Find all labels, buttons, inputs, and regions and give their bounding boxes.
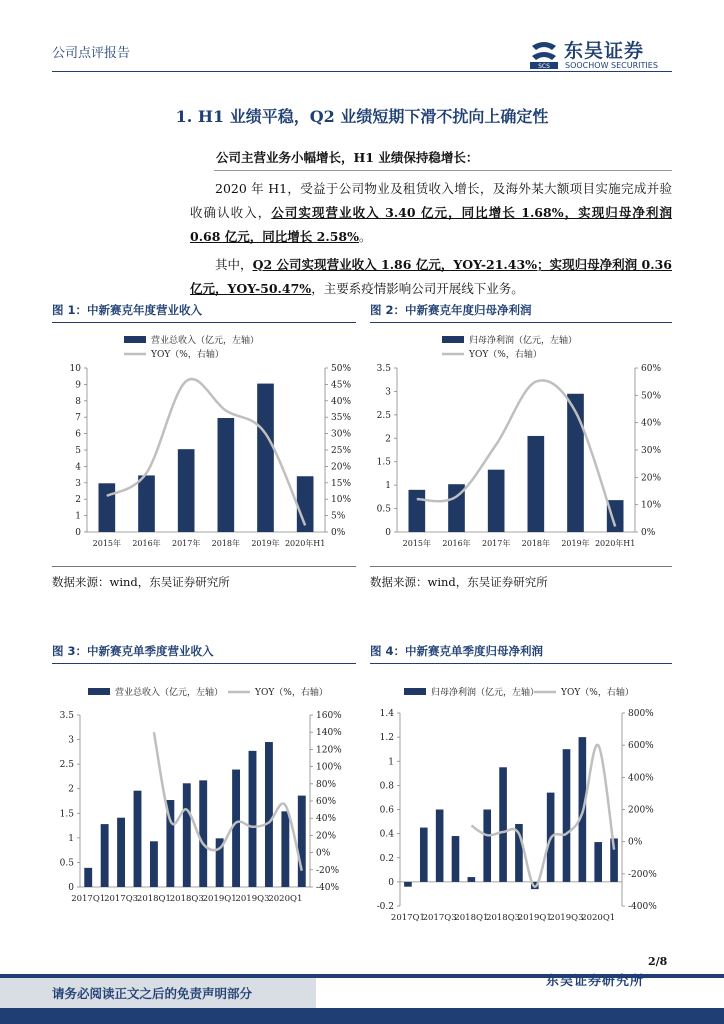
yoy-line xyxy=(107,379,305,525)
brand-logo-icon xyxy=(528,38,560,70)
y-tick-label-left: 0.2 xyxy=(379,853,394,864)
y-tick-label-right: 40% xyxy=(316,814,337,825)
bar-2017Q3 xyxy=(436,810,444,882)
y-tick-label-right: 40% xyxy=(641,418,662,429)
x-tick-label: 2017Q3 xyxy=(422,913,457,923)
brand-logo xyxy=(528,38,678,72)
para1-text-a: 2020 年 H1，受益于公司物业及租赁收入增长，及海外某大额项目实施完成并验收确认收入， xyxy=(190,181,672,220)
x-tick-label: 2020Q1 xyxy=(268,894,303,904)
y-tick-label-left: 0.5 xyxy=(376,504,391,515)
bar-2017年 xyxy=(178,449,195,532)
x-tick-label: 2019年 xyxy=(561,539,590,548)
fig1-bottom-line xyxy=(52,566,356,567)
y-tick-label-left: 0.4 xyxy=(379,829,394,840)
x-tick-label: 2017Q1 xyxy=(390,913,425,923)
y-tick-label-right: 0% xyxy=(641,528,656,538)
legend-label: 归母净利润（亿元，左轴） xyxy=(469,336,578,346)
fig1-title: 图 1：中新赛克年度营业收入 xyxy=(52,303,203,317)
y-tick-label-right: 20% xyxy=(316,831,337,842)
x-tick-label: 2018年 xyxy=(211,539,241,548)
x-tick-label: 2015年 xyxy=(92,539,122,548)
chart-quarterly-net-profit xyxy=(370,670,672,923)
y-tick-label-left: 1.5 xyxy=(59,809,74,820)
bar-2018年 xyxy=(218,418,235,532)
x-tick-label: 2018Q3 xyxy=(169,894,204,904)
bar-2018Q3 xyxy=(499,767,507,882)
fig2-title-line xyxy=(370,322,672,323)
y-tick-label-right: 40% xyxy=(331,396,352,407)
x-tick-label: 2016年 xyxy=(132,539,161,548)
y-tick-label-left: 3 xyxy=(385,387,391,398)
y-tick-label-left: 3.5 xyxy=(59,711,74,721)
x-tick-label: 2020Q1 xyxy=(581,913,616,923)
bar-2018Q1 xyxy=(150,841,158,887)
fig4-title: 图 4：中新赛克单季度归母净利润 xyxy=(370,644,544,658)
y-tick-label-right: 100% xyxy=(316,762,342,773)
y-tick-label-right: 35% xyxy=(331,413,352,424)
fig3-title-line xyxy=(52,663,356,664)
footer-firm: 东吴证券研究所 xyxy=(546,974,645,989)
bar-2020Q1 xyxy=(594,842,602,882)
fig2-bottom-line xyxy=(370,566,672,567)
y-tick-label-left: 1 xyxy=(68,833,74,844)
chart-annual-revenue xyxy=(52,328,356,558)
y-tick-label-left: 0.8 xyxy=(379,781,394,792)
y-tick-label-right: 600% xyxy=(628,741,654,752)
x-tick-label: 2019Q3 xyxy=(235,894,270,904)
bar-2017Q3 xyxy=(117,818,125,887)
y-tick-label-left: 3.5 xyxy=(376,364,391,374)
x-tick-label: 2019Q1 xyxy=(202,894,237,904)
yoy-line xyxy=(471,745,614,887)
y-tick-label-left: 2 xyxy=(68,784,74,795)
x-tick-label: 2017年 xyxy=(171,539,201,548)
bar-2015年 xyxy=(99,483,116,532)
x-tick-label: 2020年H1 xyxy=(594,539,636,548)
legend-label: 营业总收入（亿元，左轴） xyxy=(151,336,260,346)
bar-2018Q4 xyxy=(199,780,207,887)
legend-label: YOY（%，右轴） xyxy=(469,350,542,360)
y-tick-label-right: 200% xyxy=(628,805,654,816)
x-tick-label: 2017Q1 xyxy=(71,894,106,904)
legend-swatch-bar xyxy=(88,688,110,695)
paragraph-h1 xyxy=(190,177,672,249)
y-tick-label-right: 30% xyxy=(641,446,662,456)
page-number: 2/8 xyxy=(648,955,668,968)
y-tick-label-right: -400% xyxy=(628,902,657,912)
y-tick-label-left: 1.5 xyxy=(376,457,391,468)
legend-label: YOY（%，右轴） xyxy=(255,688,328,698)
subtitle-divider xyxy=(214,170,672,171)
y-tick-label-right: 800% xyxy=(628,709,654,719)
y-tick-label-left: 0.6 xyxy=(379,805,394,816)
fig2-title: 图 2：中新赛克年度归母净利润 xyxy=(370,303,532,317)
y-tick-label-left: 4 xyxy=(75,462,81,473)
y-tick-label-right: 10% xyxy=(331,495,352,506)
y-tick-label-left: 1 xyxy=(385,481,391,492)
bar-2015年 xyxy=(409,490,426,532)
bar-2017Q2 xyxy=(420,828,428,882)
report-type-label: 公司点评报告 xyxy=(52,46,131,61)
y-tick-label-right: 0% xyxy=(331,528,346,538)
y-tick-label-left: 10 xyxy=(69,364,81,374)
legend-label: YOY（%，右轴） xyxy=(561,688,634,698)
footer-disclaimer: 请务必阅读正文之后的免责声明部分 xyxy=(52,986,253,1001)
x-tick-label: 2018Q3 xyxy=(486,913,521,923)
fig3-title: 图 3：中新赛克单季度营业收入 xyxy=(52,644,214,658)
bar-2019Q3 xyxy=(249,751,257,887)
section-subtitle: 公司主营业务小幅增长，H1 业绩保持稳增长： xyxy=(216,150,479,165)
header-divider xyxy=(52,71,672,72)
y-tick-label-right: 60% xyxy=(641,364,662,374)
x-tick-label: 2016年 xyxy=(442,539,471,548)
x-tick-label: 2019Q1 xyxy=(517,913,552,923)
y-tick-label-right: -200% xyxy=(628,869,657,880)
y-tick-label-right: -40% xyxy=(316,883,340,893)
bar-2020Q2 xyxy=(298,796,306,887)
y-tick-label-right: 10% xyxy=(641,500,662,511)
y-tick-label-right: 45% xyxy=(331,380,352,391)
x-tick-label: 2019Q3 xyxy=(549,913,584,923)
legend-label: 归母净利润（亿元，左轴） xyxy=(431,688,540,698)
legend-label: 营业总收入（亿元，左轴） xyxy=(115,688,224,698)
footer-band xyxy=(0,1008,724,1024)
y-tick-label-right: 140% xyxy=(316,728,342,739)
y-tick-label-left: 1 xyxy=(75,511,81,522)
bar-2019Q2 xyxy=(232,770,240,887)
logo-en-text: SOOCHOW SECURITIES xyxy=(565,61,658,70)
bar-2017Q4 xyxy=(452,836,460,882)
legend-swatch-bar xyxy=(442,336,464,343)
bar-2019Q3 xyxy=(563,749,571,882)
y-tick-label-left: -0.2 xyxy=(376,902,394,912)
chart-annual-net-profit xyxy=(370,328,672,558)
y-tick-label-left: 1.4 xyxy=(379,709,394,719)
bar-2017Q1 xyxy=(404,882,412,887)
logo-badge-text: SCS xyxy=(538,63,550,70)
fig1-source: 数据来源：wind，东吴证券研究所 xyxy=(52,575,230,589)
y-tick-label-right: 25% xyxy=(331,446,352,456)
bar-2018Q1 xyxy=(468,877,476,882)
y-tick-label-right: 400% xyxy=(628,773,654,784)
y-tick-label-right: -20% xyxy=(316,865,340,876)
bar-2017Q2 xyxy=(101,824,109,887)
y-tick-label-left: 1.2 xyxy=(379,733,394,744)
y-tick-label-right: 60% xyxy=(316,797,337,807)
fig1-title-line xyxy=(52,322,356,323)
bar-2018Q3 xyxy=(183,783,191,887)
bar-2017Q4 xyxy=(134,791,142,887)
bar-2016年 xyxy=(138,475,155,532)
x-tick-label: 2019年 xyxy=(251,539,280,548)
y-tick-label-right: 20% xyxy=(641,473,662,484)
y-tick-label-left: 6 xyxy=(75,429,81,440)
bar-2018年 xyxy=(528,436,545,532)
x-tick-label: 2017Q3 xyxy=(104,894,139,904)
y-tick-label-left: 8 xyxy=(75,396,81,407)
x-tick-label: 2017年 xyxy=(481,539,511,548)
y-tick-label-right: 160% xyxy=(316,711,342,721)
fig4-title-line xyxy=(370,663,672,664)
paragraph-q2 xyxy=(190,253,672,301)
y-tick-label-left: 1 xyxy=(388,757,394,768)
y-tick-label-left: 2.5 xyxy=(376,410,391,421)
y-tick-label-right: 20% xyxy=(331,462,352,473)
y-tick-label-left: 3 xyxy=(68,735,74,746)
bar-2019年 xyxy=(567,394,584,532)
yoy-line xyxy=(154,732,302,871)
y-tick-label-right: 0% xyxy=(316,848,331,859)
x-tick-label: 2018年 xyxy=(521,539,551,548)
yoy-line xyxy=(417,380,615,526)
bar-2019Q4 xyxy=(265,742,273,887)
y-tick-label-right: 50% xyxy=(641,391,662,402)
bar-2020Q1 xyxy=(281,811,289,887)
y-tick-label-left: 0 xyxy=(388,877,394,888)
x-tick-label: 2018Q1 xyxy=(136,894,171,904)
y-tick-label-right: 50% xyxy=(331,364,352,374)
y-tick-label-left: 9 xyxy=(75,380,81,391)
y-tick-label-right: 120% xyxy=(316,745,342,756)
para2-text-c: ，主要系疫情影响公司开展线下业务。 xyxy=(311,281,524,296)
y-tick-label-left: 2.5 xyxy=(59,760,74,771)
y-tick-label-left: 2 xyxy=(75,495,81,506)
para1-highlight: 公司实现营业收入 3.40 亿元，同比增长 1.68%，实现归母净利润 0.68 亿元，同比增长 2.58% xyxy=(190,205,672,244)
fig2-source: 数据来源：wind，东吴证券研究所 xyxy=(370,575,548,589)
legend-swatch-bar xyxy=(124,336,146,343)
y-tick-label-left: 0 xyxy=(68,883,74,893)
x-tick-label: 2018Q1 xyxy=(454,913,489,923)
y-tick-label-left: 0 xyxy=(385,528,391,538)
x-tick-label: 2020年H1 xyxy=(284,539,326,548)
bar-2019年 xyxy=(257,384,274,532)
y-tick-label-left: 2 xyxy=(385,434,391,445)
y-tick-label-left: 0.5 xyxy=(59,858,74,869)
bar-2018Q2 xyxy=(483,810,491,882)
para2-highlight: Q2 公司实现营业收入 1.86 亿元，YOY-21.43%；实现归母净利润 0.36 亿元，YOY-50.47% xyxy=(190,257,672,296)
chart-quarterly-revenue xyxy=(52,670,356,910)
y-tick-label-right: 0% xyxy=(628,837,643,848)
y-tick-label-right: 30% xyxy=(331,429,352,440)
y-tick-label-left: 7 xyxy=(75,413,81,424)
para2-text-a: 其中， xyxy=(215,257,253,272)
y-tick-label-right: 80% xyxy=(316,779,337,790)
legend-swatch-bar xyxy=(404,688,426,695)
y-tick-label-right: 15% xyxy=(331,478,352,489)
x-tick-label: 2015年 xyxy=(402,539,432,548)
y-tick-label-left: 0 xyxy=(75,528,81,538)
logo-cn-text: 东吴证券 xyxy=(564,40,645,62)
y-tick-label-left: 3 xyxy=(75,478,81,489)
bar-2017年 xyxy=(488,470,505,532)
para1-text-c: 。 xyxy=(358,229,372,244)
y-tick-label-right: 5% xyxy=(331,511,346,522)
section-title: 1. H1 业绩平稳，Q2 业绩短期下滑不扰向上确定性 xyxy=(175,107,549,126)
y-tick-label-left: 5 xyxy=(75,446,81,456)
bar-2017Q1 xyxy=(84,868,92,887)
legend-label: YOY（%，右轴） xyxy=(151,350,224,360)
